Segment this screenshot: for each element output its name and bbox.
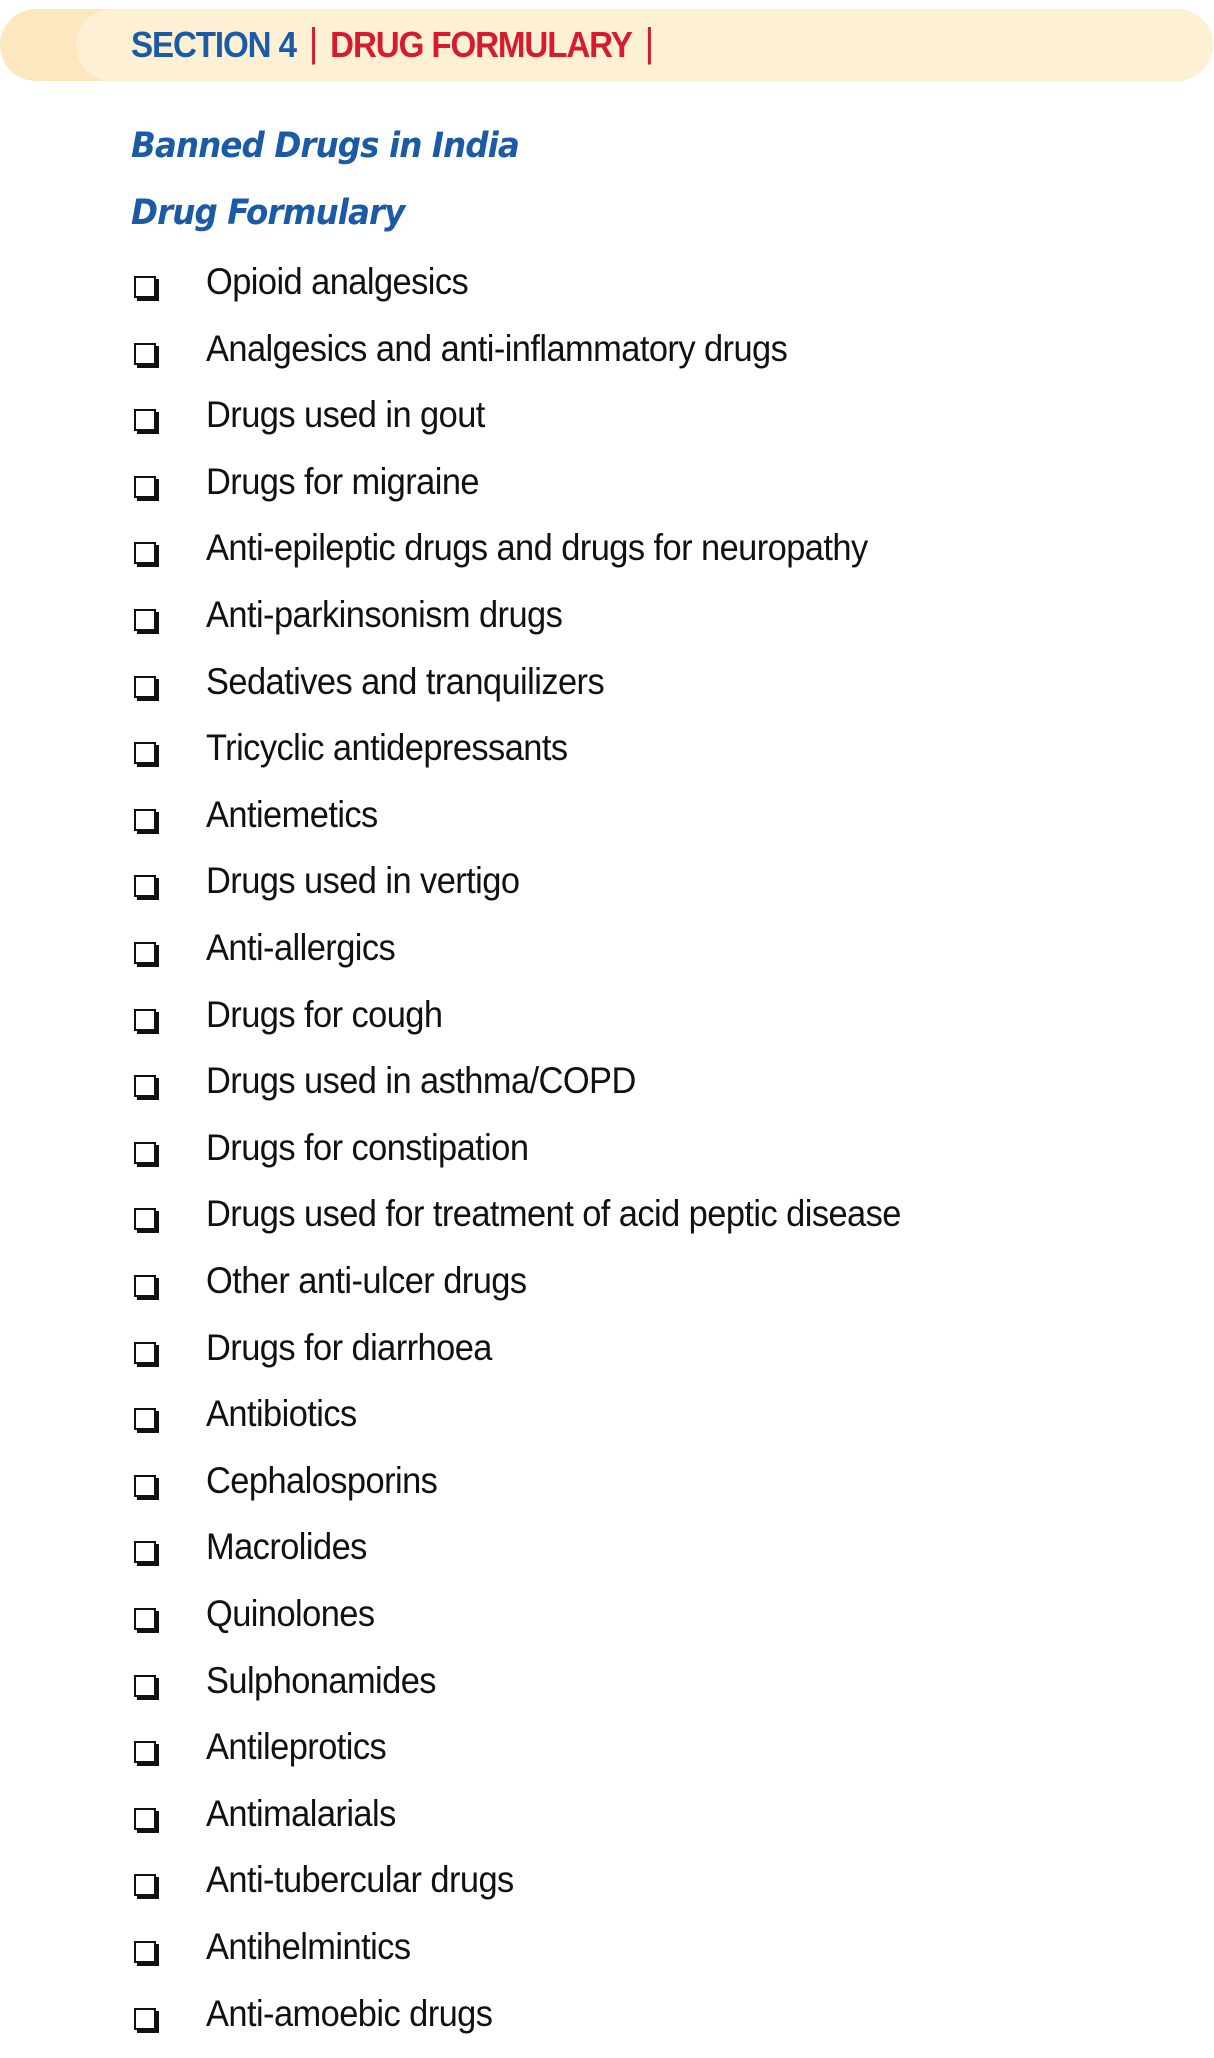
list-item [0,1193,1214,1258]
list-item [0,594,1214,659]
list-item [0,1992,1214,2058]
checkbox-bullet-icon [134,2008,156,2030]
list-item-label: Drugs for migraine [206,460,479,502]
section-title: DRUG FORMULARY [330,24,632,65]
list-item [0,1659,1214,1725]
list-item [0,1260,1214,1325]
list-item-label: Drugs used in gout [206,394,485,436]
list-item [0,1926,1214,1991]
list-item-label: Antihelmintics [206,1926,411,1967]
checkbox-bullet-icon [134,875,156,897]
list-item [0,660,1214,726]
list-item-label: Drugs for diarrhoea [206,1326,492,1368]
list-item [0,394,1214,459]
checkbox-bullet-icon [134,1275,156,1297]
list-item-label: Anti-allergics [206,927,396,968]
section-separator: | [308,20,318,65]
checkbox-bullet-icon [134,476,156,498]
checkbox-bullet-icon [134,676,156,698]
list-item [0,327,1214,393]
checkbox-bullet-icon [134,1808,156,1830]
checkbox-bullet-icon [134,1541,156,1563]
list-item-label: Antiemetics [206,793,378,835]
list-item-label: Sulphonamides [206,1659,436,1701]
list-item [0,1326,1214,1392]
list-item [0,1126,1214,1192]
list-item-label: Tricyclic antidepressants [206,727,568,769]
checkbox-bullet-icon [134,1009,156,1031]
list-item [0,793,1214,859]
list-item-label: Drugs used for treatment of acid peptic disease [206,1193,901,1235]
checkbox-bullet-icon [134,1142,156,1164]
list-item [0,1859,1214,1924]
list-item [0,860,1214,925]
checkbox-bullet-icon [134,542,156,564]
list-item-label: Drugs for constipation [206,1126,529,1168]
list-item-label: Macrolides [206,1526,367,1568]
list-item-label: Anti-amoebic drugs [206,1992,493,2034]
checkbox-bullet-icon [134,1608,156,1630]
list-item [0,1792,1214,1858]
list-item [0,1393,1214,1458]
list-item [0,727,1214,792]
list-item [0,1726,1214,1791]
checkbox-bullet-icon [134,609,156,631]
checkbox-bullet-icon [134,1342,156,1364]
list-item-label: Antimalarials [206,1792,396,1834]
list-item [0,261,1214,326]
checkbox-bullet-icon [134,1408,156,1430]
section-label: SECTION 4 [131,24,296,65]
list-item-label: Anti-parkinsonism drugs [206,594,563,635]
section-trailing-separator: | [644,20,654,65]
checkbox-bullet-icon [134,1475,156,1497]
checkbox-bullet-icon [134,1675,156,1697]
list-item-label: Anti-tubercular drugs [206,1859,514,1901]
list-item-label: Anti-epileptic drugs and drugs for neuropathy [206,527,868,569]
list-item-label: Sedatives and tranquilizers [206,660,605,702]
list-item [0,1593,1214,1658]
list-item [0,927,1214,992]
list-item-label: Antileprotics [206,1726,387,1768]
list-item-label: Drugs used in asthma/COPD [206,1060,636,1102]
checkbox-bullet-icon [134,1075,156,1097]
list-item-label: Drugs used in vertigo [206,860,520,902]
checkbox-bullet-icon [134,1941,156,1963]
list-item [0,1060,1214,1125]
list-item-label: Cephalosporins [206,1459,438,1501]
checkbox-bullet-icon [134,409,156,431]
checkbox-bullet-icon [134,1208,156,1230]
checkbox-bullet-icon [134,809,156,831]
checkbox-bullet-icon [134,1874,156,1896]
list-item-label: Drugs for cough [206,993,443,1035]
list-item-label: Other anti-ulcer drugs [206,1260,527,1301]
section-header [131,9,666,81]
list-item-label: Analgesics and anti-inflammatory drugs [206,327,788,369]
heading-drug-formulary: Drug Formulary [131,193,405,233]
list-item [0,993,1214,1059]
list-item [0,1459,1214,1525]
heading-banned-drugs: Banned Drugs in India [131,126,519,166]
list-item-label: Antibiotics [206,1393,357,1435]
list-item [0,527,1214,592]
checkbox-bullet-icon [134,343,156,365]
list-item [0,460,1214,526]
checkbox-bullet-icon [134,276,156,298]
list-item [0,1526,1214,1591]
list-item-label: Quinolones [206,1593,375,1634]
checkbox-bullet-icon [134,742,156,764]
list-item-label: Opioid analgesics [206,261,469,302]
checkbox-bullet-icon [134,942,156,964]
checkbox-bullet-icon [134,1741,156,1763]
